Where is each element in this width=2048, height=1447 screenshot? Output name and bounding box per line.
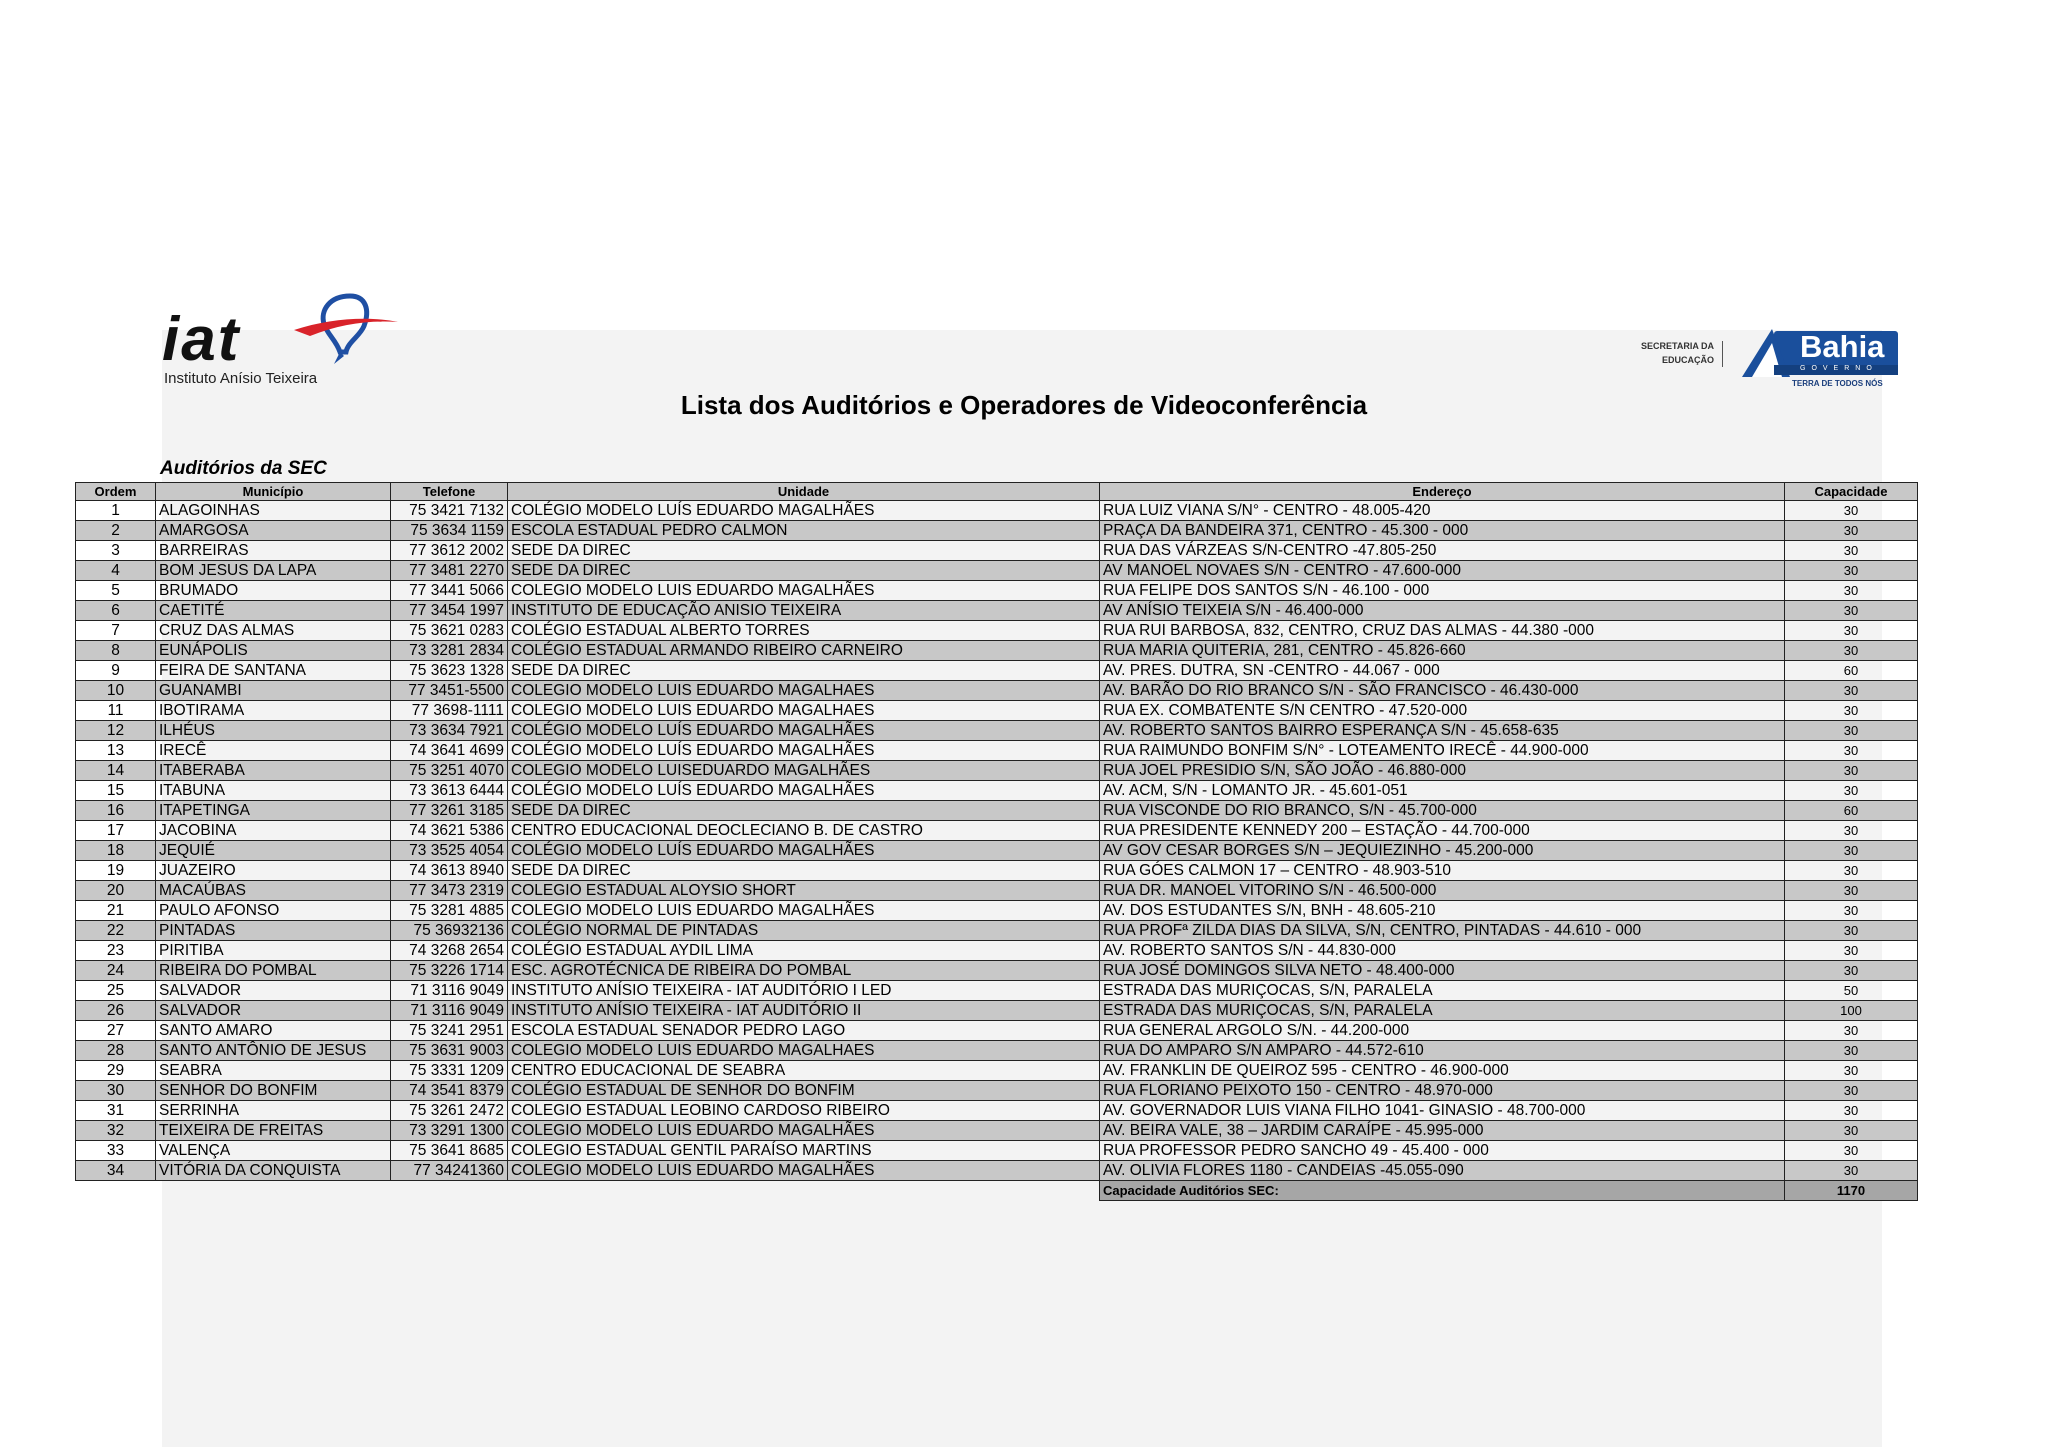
table-row (76, 941, 1918, 961)
cell-ordem: 23 (76, 941, 156, 961)
cell-unidade: INSTITUTO ANÍSIO TEIXEIRA - IAT AUDITÓRIO I LED (508, 981, 1100, 1001)
bahia-governo: GOVERNO (1800, 365, 1878, 372)
cell-unidade: COLEGIO MODELO LUIS EDUARDO MAGALHAES (508, 681, 1100, 701)
bahia-badge (1740, 327, 1900, 379)
cell-ordem: 26 (76, 1001, 156, 1021)
cell-telefone: 73 3525 4054 (391, 841, 508, 861)
cell-municipio: ILHÉUS (156, 721, 391, 741)
cell-telefone: 75 3251 4070 (391, 761, 508, 781)
total-value: 1170 (1785, 1181, 1918, 1201)
cell-ordem: 10 (76, 681, 156, 701)
cell-capacidade: 30 (1785, 761, 1918, 781)
cell-telefone: 75 3634 1159 (391, 521, 508, 541)
cell-unidade: COLÉGIO MODELO LUÍS EDUARDO MAGALHÃES (508, 501, 1100, 521)
cell-telefone: 73 3613 6444 (391, 781, 508, 801)
cell-unidade: SEDE DA DIREC (508, 861, 1100, 881)
cell-endereco: AV. ROBERTO SANTOS BAIRRO ESPERANÇA S/N - 45.658-635 (1100, 721, 1785, 741)
table-row (76, 841, 1918, 861)
cell-capacidade: 30 (1785, 501, 1918, 521)
cell-municipio: RIBEIRA DO POMBAL (156, 961, 391, 981)
table-row (76, 781, 1918, 801)
cell-capacidade: 30 (1785, 601, 1918, 621)
cell-capacidade: 30 (1785, 541, 1918, 561)
cell-unidade: COLEGIO MODELO LUIS EDUARDO MAGALHAES (508, 1041, 1100, 1061)
cell-municipio: JUAZEIRO (156, 861, 391, 881)
cell-endereco: AV MANOEL NOVAES S/N - CENTRO - 47.600-000 (1100, 561, 1785, 581)
cell-unidade: COLEGIO ESTADUAL GENTIL PARAÍSO MARTINS (508, 1141, 1100, 1161)
cell-municipio: PINTADAS (156, 921, 391, 941)
cell-ordem: 4 (76, 561, 156, 581)
cell-capacidade: 30 (1785, 1061, 1918, 1081)
cell-capacidade: 30 (1785, 741, 1918, 761)
header-telefone: Telefone (391, 483, 508, 501)
cell-endereco: RUA PROFª ZILDA DIAS DA SILVA, S/N, CENTRO, PINTADAS - 44.610 - 000 (1100, 921, 1785, 941)
cell-telefone: 73 3634 7921 (391, 721, 508, 741)
cell-ordem: 27 (76, 1021, 156, 1041)
cell-unidade: COLEGIO ESTADUAL ALOYSIO SHORT (508, 881, 1100, 901)
table-row (76, 641, 1918, 661)
cell-endereco: RUA PROFESSOR PEDRO SANCHO 49 - 45.400 - 000 (1100, 1141, 1785, 1161)
cell-unidade: SEDE DA DIREC (508, 661, 1100, 681)
cell-telefone: 77 3454 1997 (391, 601, 508, 621)
cell-ordem: 34 (76, 1161, 156, 1181)
cell-capacidade: 30 (1785, 1121, 1918, 1141)
cell-unidade: INSTITUTO DE EDUCAÇÃO ANISIO TEIXEIRA (508, 601, 1100, 621)
cell-capacidade: 30 (1785, 681, 1918, 701)
cell-endereco: RUA PRESIDENTE KENNEDY 200 – ESTAÇÃO - 44.700-000 (1100, 821, 1785, 841)
cell-municipio: ALAGOINHAS (156, 501, 391, 521)
cell-telefone: 77 34241360 (391, 1161, 508, 1181)
table-row (76, 1021, 1918, 1041)
cell-telefone: 77 3698-1111 (391, 701, 508, 721)
table-row (76, 681, 1918, 701)
table-row (76, 601, 1918, 621)
cell-unidade: COLEGIO MODELO LUIS EDUARDO MAGALHAES (508, 701, 1100, 721)
cell-telefone: 75 3331 1209 (391, 1061, 508, 1081)
total-row (76, 1181, 1918, 1201)
cell-municipio: JACOBINA (156, 821, 391, 841)
cell-telefone: 71 3116 9049 (391, 1001, 508, 1021)
cell-endereco: ESTRADA DAS MURIÇOCAS, S/N, PARALELA (1100, 981, 1785, 1001)
iat-balloon-icon (290, 290, 400, 370)
cell-ordem: 5 (76, 581, 156, 601)
cell-ordem: 20 (76, 881, 156, 901)
cell-telefone: 73 3291 1300 (391, 1121, 508, 1141)
cell-capacidade: 30 (1785, 881, 1918, 901)
cell-capacidade: 30 (1785, 1141, 1918, 1161)
cell-telefone: 75 3641 8685 (391, 1141, 508, 1161)
cell-municipio: MACAÚBAS (156, 881, 391, 901)
table-row (76, 1121, 1918, 1141)
cell-ordem: 30 (76, 1081, 156, 1101)
cell-telefone: 77 3473 2319 (391, 881, 508, 901)
cell-municipio: PAULO AFONSO (156, 901, 391, 921)
cell-unidade: SEDE DA DIREC (508, 801, 1100, 821)
table-row (76, 1081, 1918, 1101)
total-spacer (76, 1181, 1100, 1201)
cell-unidade: COLÉGIO ESTADUAL ARMANDO RIBEIRO CARNEIRO (508, 641, 1100, 661)
cell-endereco: RUA MARIA QUITERIA, 281, CENTRO - 45.826-660 (1100, 641, 1785, 661)
cell-capacidade: 30 (1785, 1041, 1918, 1061)
cell-municipio: SALVADOR (156, 1001, 391, 1021)
cell-municipio: IRECÊ (156, 741, 391, 761)
cell-municipio: VITÓRIA DA CONQUISTA (156, 1161, 391, 1181)
table-row (76, 761, 1918, 781)
cell-capacidade: 30 (1785, 1101, 1918, 1121)
table-row (76, 1001, 1918, 1021)
page-title: Lista dos Auditórios e Operadores de Videoconferência (680, 390, 1368, 420)
table-row (76, 1141, 1918, 1161)
table-row (76, 981, 1918, 1001)
cell-telefone: 77 3451-5500 (391, 681, 508, 701)
cell-ordem: 29 (76, 1061, 156, 1081)
cell-ordem: 31 (76, 1101, 156, 1121)
cell-unidade: ESCOLA ESTADUAL PEDRO CALMON (508, 521, 1100, 541)
auditorium-table (75, 482, 1918, 1201)
cell-ordem: 2 (76, 521, 156, 541)
table-row (76, 961, 1918, 981)
cell-capacidade: 30 (1785, 521, 1918, 541)
cell-endereco: RUA RAIMUNDO BONFIM S/N° - LOTEAMENTO IRECÊ - 44.900-000 (1100, 741, 1785, 761)
cell-endereco: PRAÇA DA BANDEIRA 371, CENTRO - 45.300 - 000 (1100, 521, 1785, 541)
cell-endereco: RUA RUI BARBOSA, 832, CENTRO, CRUZ DAS ALMAS - 44.380 -000 (1100, 621, 1785, 641)
cell-telefone: 75 3281 4885 (391, 901, 508, 921)
cell-ordem: 3 (76, 541, 156, 561)
cell-unidade: COLEGIO MODELO LUIS EDUARDO MAGALHÃES (508, 581, 1100, 601)
cell-telefone: 75 3261 2472 (391, 1101, 508, 1121)
cell-municipio: BRUMADO (156, 581, 391, 601)
cell-unidade: COLÉGIO MODELO LUÍS EDUARDO MAGALHÃES (508, 721, 1100, 741)
table-row (76, 501, 1918, 521)
cell-unidade: SEDE DA DIREC (508, 561, 1100, 581)
cell-endereco: RUA DAS VÁRZEAS S/N-CENTRO -47.805-250 (1100, 541, 1785, 561)
cell-endereco: RUA EX. COMBATENTE S/N CENTRO - 47.520-000 (1100, 701, 1785, 721)
cell-capacidade: 50 (1785, 981, 1918, 1001)
cell-unidade: COLÉGIO MODELO LUÍS EDUARDO MAGALHÃES (508, 741, 1100, 761)
cell-capacidade: 60 (1785, 801, 1918, 821)
cell-capacidade: 30 (1785, 821, 1918, 841)
cell-endereco: AV. BEIRA VALE, 38 – JARDIM CARAÍPE - 45.995-000 (1100, 1121, 1785, 1141)
cell-ordem: 13 (76, 741, 156, 761)
cell-ordem: 1 (76, 501, 156, 521)
cell-capacidade: 100 (1785, 1001, 1918, 1021)
cell-municipio: EUNÁPOLIS (156, 641, 391, 661)
table-row (76, 1161, 1918, 1181)
cell-capacidade: 30 (1785, 841, 1918, 861)
cell-municipio: TEIXEIRA DE FREITAS (156, 1121, 391, 1141)
cell-capacidade: 30 (1785, 921, 1918, 941)
cell-ordem: 32 (76, 1121, 156, 1141)
cell-endereco: RUA LUIZ VIANA S/N° - CENTRO - 48.005-420 (1100, 501, 1785, 521)
cell-capacidade: 30 (1785, 701, 1918, 721)
cell-capacidade: 30 (1785, 1161, 1918, 1181)
cell-municipio: SANTO AMARO (156, 1021, 391, 1041)
cell-municipio: IBOTIRAMA (156, 701, 391, 721)
table-row (76, 741, 1918, 761)
cell-ordem: 25 (76, 981, 156, 1001)
cell-municipio: ITABERABA (156, 761, 391, 781)
table-row (76, 661, 1918, 681)
bahia-name: Bahia (1800, 329, 1885, 364)
cell-ordem: 22 (76, 921, 156, 941)
cell-telefone: 75 3226 1714 (391, 961, 508, 981)
cell-capacidade: 30 (1785, 1081, 1918, 1101)
cell-endereco: AV. PRES. DUTRA, SN -CENTRO - 44.067 - 000 (1100, 661, 1785, 681)
cell-unidade: SEDE DA DIREC (508, 541, 1100, 561)
sec-label (1640, 339, 1714, 367)
table-row (76, 581, 1918, 601)
cell-endereco: RUA VISCONDE DO RIO BRANCO, S/N - 45.700-000 (1100, 801, 1785, 821)
cell-capacidade: 30 (1785, 621, 1918, 641)
cell-telefone: 77 3261 3185 (391, 801, 508, 821)
cell-municipio: CRUZ DAS ALMAS (156, 621, 391, 641)
table-row (76, 821, 1918, 841)
cell-municipio: ITABUNA (156, 781, 391, 801)
cell-endereco: RUA GÓES CALMON 17 – CENTRO - 48.903-510 (1100, 861, 1785, 881)
cell-endereco: RUA FLORIANO PEIXOTO 150 - CENTRO - 48.970-000 (1100, 1081, 1785, 1101)
table-row (76, 1041, 1918, 1061)
cell-endereco: AV ANÍSIO TEIXEIA S/N - 46.400-000 (1100, 601, 1785, 621)
cell-municipio: PIRITIBA (156, 941, 391, 961)
cell-municipio: CAETITÉ (156, 601, 391, 621)
cell-unidade: COLÉGIO ESTADUAL DE SENHOR DO BONFIM (508, 1081, 1100, 1101)
bahia-government-logo (1640, 327, 1900, 389)
cell-telefone: 77 3612 2002 (391, 541, 508, 561)
cell-ordem: 33 (76, 1141, 156, 1161)
iat-logo (162, 290, 398, 390)
cell-endereco: AV. ROBERTO SANTOS S/N - 44.830-000 (1100, 941, 1785, 961)
section-subtitle: Auditórios da SEC (160, 458, 327, 479)
cell-ordem: 24 (76, 961, 156, 981)
bahia-tagline: TERRA DE TODOS NÓS (1792, 379, 1883, 388)
cell-unidade: COLEGIO ESTADUAL LEOBINO CARDOSO RIBEIRO (508, 1101, 1100, 1121)
cell-unidade: COLEGIO MODELO LUIS EDUARDO MAGALHÃES (508, 901, 1100, 921)
cell-telefone: 75 3241 2951 (391, 1021, 508, 1041)
cell-unidade: INSTITUTO ANÍSIO TEIXEIRA - IAT AUDITÓRIO II (508, 1001, 1100, 1021)
total-label: Capacidade Auditórios SEC: (1100, 1181, 1785, 1201)
cell-unidade: CENTRO EDUCACIONAL DE SEABRA (508, 1061, 1100, 1081)
cell-telefone: 73 3281 2834 (391, 641, 508, 661)
sec-label-line2: EDUCAÇÃO (1661, 355, 1714, 365)
cell-endereco: AV GOV CESAR BORGES S/N – JEQUIEZINHO - 45.200-000 (1100, 841, 1785, 861)
cell-endereco: RUA FELIPE DOS SANTOS S/N - 46.100 - 000 (1100, 581, 1785, 601)
cell-telefone: 74 3641 4699 (391, 741, 508, 761)
cell-ordem: 8 (76, 641, 156, 661)
table-row (76, 921, 1918, 941)
cell-capacidade: 30 (1785, 961, 1918, 981)
cell-ordem: 19 (76, 861, 156, 881)
cell-telefone: 74 3541 8379 (391, 1081, 508, 1101)
header-capacidade: Capacidade (1785, 483, 1918, 501)
cell-unidade: ESC. AGROTÉCNICA DE RIBEIRA DO POMBAL (508, 961, 1100, 981)
cell-municipio: ITAPETINGA (156, 801, 391, 821)
table-row (76, 621, 1918, 641)
cell-telefone: 75 3623 1328 (391, 661, 508, 681)
cell-ordem: 9 (76, 661, 156, 681)
cell-municipio: SENHOR DO BONFIM (156, 1081, 391, 1101)
cell-endereco: AV. FRANKLIN DE QUEIROZ 595 - CENTRO - 46.900-000 (1100, 1061, 1785, 1081)
table-row (76, 881, 1918, 901)
table-row (76, 861, 1918, 881)
cell-capacidade: 30 (1785, 861, 1918, 881)
iat-logo-subtitle: Instituto Anísio Teixeira (164, 370, 318, 387)
table-row (76, 701, 1918, 721)
cell-telefone: 74 3621 5386 (391, 821, 508, 841)
cell-capacidade: 30 (1785, 1021, 1918, 1041)
cell-telefone: 75 3421 7132 (391, 501, 508, 521)
cell-municipio: SERRINHA (156, 1101, 391, 1121)
cell-municipio: JEQUIÉ (156, 841, 391, 861)
cell-endereco: RUA GENERAL ARGOLO S/N. - 44.200-000 (1100, 1021, 1785, 1041)
cell-telefone: 77 3481 2270 (391, 561, 508, 581)
header-unidade: Unidade (508, 483, 1100, 501)
cell-endereco: ESTRADA DAS MURIÇOCAS, S/N, PARALELA (1100, 1001, 1785, 1021)
cell-endereco: AV. DOS ESTUDANTES S/N, BNH - 48.605-210 (1100, 901, 1785, 921)
cell-municipio: BOM JESUS DA LAPA (156, 561, 391, 581)
cell-endereco: RUA JOSÉ DOMINGOS SILVA NETO - 48.400-000 (1100, 961, 1785, 981)
cell-municipio: SALVADOR (156, 981, 391, 1001)
cell-capacidade: 30 (1785, 641, 1918, 661)
cell-ordem: 11 (76, 701, 156, 721)
table-row (76, 801, 1918, 821)
cell-capacidade: 30 (1785, 901, 1918, 921)
cell-telefone: 75 3621 0283 (391, 621, 508, 641)
table-row (76, 901, 1918, 921)
table-body (76, 501, 1918, 1181)
cell-ordem: 28 (76, 1041, 156, 1061)
cell-municipio: VALENÇA (156, 1141, 391, 1161)
table-row (76, 521, 1918, 541)
cell-municipio: AMARGOSA (156, 521, 391, 541)
cell-capacidade: 30 (1785, 581, 1918, 601)
cell-unidade: COLÉGIO MODELO LUÍS EDUARDO MAGALHÃES (508, 781, 1100, 801)
cell-ordem: 14 (76, 761, 156, 781)
cell-unidade: CENTRO EDUCACIONAL DEOCLECIANO B. DE CASTRO (508, 821, 1100, 841)
header-municipio: Município (156, 483, 391, 501)
table-row (76, 721, 1918, 741)
cell-ordem: 12 (76, 721, 156, 741)
cell-endereco: RUA DO AMPARO S/N AMPARO - 44.572-610 (1100, 1041, 1785, 1061)
cell-unidade: COLÉGIO ESTADUAL ALBERTO TORRES (508, 621, 1100, 641)
cell-municipio: BARREIRAS (156, 541, 391, 561)
cell-unidade: COLÉGIO NORMAL DE PINTADAS (508, 921, 1100, 941)
header-endereco: Endereço (1100, 483, 1785, 501)
cell-ordem: 6 (76, 601, 156, 621)
header-ordem: Ordem (76, 483, 156, 501)
cell-endereco: RUA JOEL PRESIDIO S/N, SÃO JOÃO - 46.880-000 (1100, 761, 1785, 781)
cell-endereco: AV. ACM, S/N - LOMANTO JR. - 45.601-051 (1100, 781, 1785, 801)
cell-municipio: SANTO ANTÔNIO DE JESUS (156, 1041, 391, 1061)
cell-municipio: SEABRA (156, 1061, 391, 1081)
cell-ordem: 17 (76, 821, 156, 841)
cell-capacidade: 30 (1785, 941, 1918, 961)
cell-ordem: 21 (76, 901, 156, 921)
iat-logo-wordmark: iat (162, 305, 241, 374)
cell-ordem: 16 (76, 801, 156, 821)
cell-telefone: 74 3268 2654 (391, 941, 508, 961)
table-row (76, 1061, 1918, 1081)
table-row (76, 561, 1918, 581)
cell-endereco: RUA DR. MANOEL VITORINO S/N - 46.500-000 (1100, 881, 1785, 901)
table-row (76, 1101, 1918, 1121)
sec-label-line1: SECRETARIA DA (1640, 341, 1714, 351)
cell-ordem: 15 (76, 781, 156, 801)
cell-endereco: AV. OLIVIA FLORES 1180 - CANDEIAS -45.055-090 (1100, 1161, 1785, 1181)
logo-divider (1722, 341, 1723, 367)
cell-telefone: 71 3116 9049 (391, 981, 508, 1001)
cell-telefone: 75 36932136 (391, 921, 508, 941)
table-header-row (76, 483, 1918, 501)
cell-municipio: GUANAMBI (156, 681, 391, 701)
cell-municipio: FEIRA DE SANTANA (156, 661, 391, 681)
cell-unidade: COLEGIO MODELO LUISEDUARDO MAGALHÃES (508, 761, 1100, 781)
cell-telefone: 77 3441 5066 (391, 581, 508, 601)
cell-unidade: COLÉGIO MODELO LUÍS EDUARDO MAGALHÃES (508, 841, 1100, 861)
cell-capacidade: 30 (1785, 721, 1918, 741)
table-row (76, 541, 1918, 561)
cell-capacidade: 30 (1785, 561, 1918, 581)
cell-unidade: COLEGIO MODELO LUIS EDUARDO MAGALHÃES (508, 1161, 1100, 1181)
cell-telefone: 75 3631 9003 (391, 1041, 508, 1061)
cell-capacidade: 60 (1785, 661, 1918, 681)
cell-capacidade: 30 (1785, 781, 1918, 801)
cell-endereco: AV. GOVERNADOR LUIS VIANA FILHO 1041- GINASIO - 48.700-000 (1100, 1101, 1785, 1121)
cell-unidade: COLEGIO MODELO LUIS EDUARDO MAGALHÃES (508, 1121, 1100, 1141)
cell-ordem: 18 (76, 841, 156, 861)
cell-unidade: COLÉGIO ESTADUAL AYDIL LIMA (508, 941, 1100, 961)
cell-ordem: 7 (76, 621, 156, 641)
cell-telefone: 74 3613 8940 (391, 861, 508, 881)
cell-unidade: ESCOLA ESTADUAL SENADOR PEDRO LAGO (508, 1021, 1100, 1041)
cell-endereco: AV. BARÃO DO RIO BRANCO S/N - SÃO FRANCISCO - 46.430-000 (1100, 681, 1785, 701)
